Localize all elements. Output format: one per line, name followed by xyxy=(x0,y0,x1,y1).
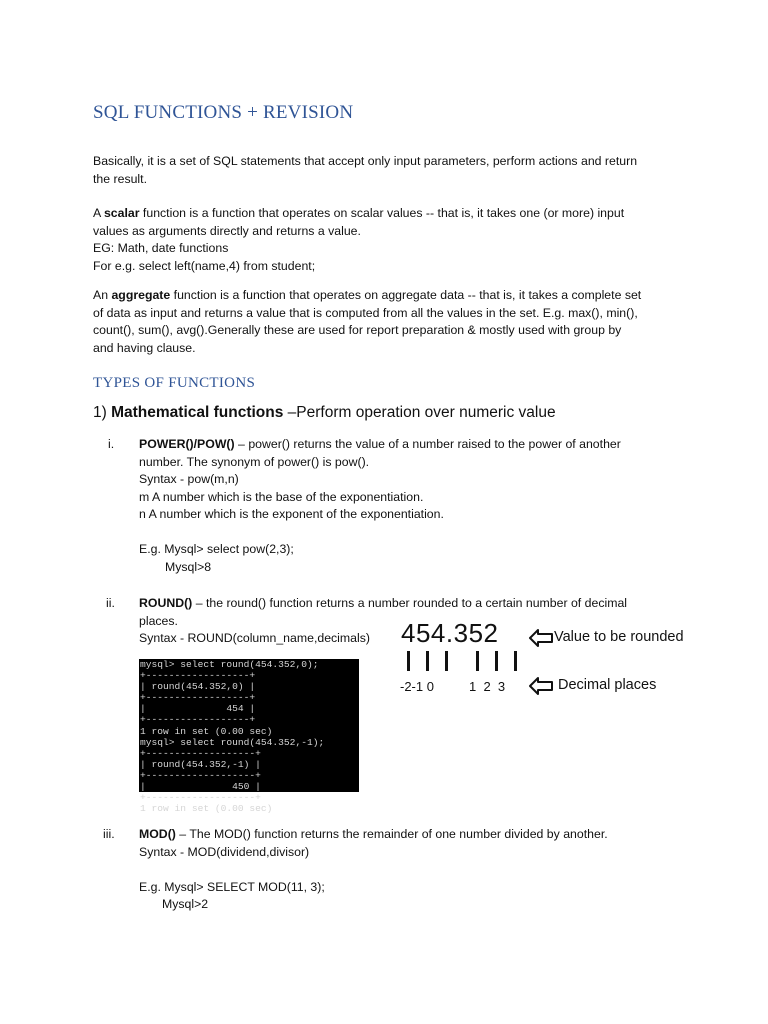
terminal-line: +-------------------+ xyxy=(140,769,261,781)
round-diagram xyxy=(400,618,730,700)
aggregate-line-2: of data as input and returns a value that is computed from all the values in the set. E.g. max(), min(), xyxy=(93,305,638,320)
mysql-terminal-screenshot xyxy=(139,659,359,815)
tick-mark xyxy=(476,651,479,671)
negative-decimal-positions: -2-1 0 xyxy=(400,679,434,694)
terminal-line: | 454 | xyxy=(140,703,256,715)
decimal-places-label: Decimal places xyxy=(558,677,657,693)
power-line-1: POWER()/POW() – power() returns the value of a number raised to the power of another xyxy=(139,437,621,451)
arrow-left-icon xyxy=(528,628,554,648)
aggregate-line-4: and having clause. xyxy=(93,340,196,355)
aggregate-line-1: An aggregate function is a function that operates on aggregate data -- that is, it takes a complete set xyxy=(93,288,642,302)
power-param-m: m A number which is the base of the exponentiation. xyxy=(139,489,424,504)
tick-mark xyxy=(407,651,410,671)
tick-mark xyxy=(514,651,517,671)
value-to-be-rounded-label: Value to be rounded xyxy=(554,629,684,645)
item-numeral: i. xyxy=(108,437,115,451)
round-example-number: 454.352 xyxy=(401,618,499,648)
terminal-line: | round(454.352,-1) | xyxy=(140,758,261,770)
scalar-line-1: A scalar function is a function that operates on scalar values -- that is, it takes one (or more) input xyxy=(93,206,625,220)
scalar-line-4: For e.g. select left(name,4) from student; xyxy=(93,258,316,273)
power-function-item xyxy=(139,436,621,576)
mod-example: E.g. Mysql> SELECT MOD(11, 3); xyxy=(139,879,325,894)
types-heading: TYPES OF FUNCTIONS xyxy=(93,375,256,391)
intro-line: the result. xyxy=(93,171,147,186)
terminal-line: mysql> select round(454.352,-1); xyxy=(140,736,325,748)
round-syntax: Syntax - ROUND(column_name,decimals) xyxy=(139,631,370,645)
tick-mark xyxy=(445,651,448,671)
round-line-1: ROUND() – the round() function returns a number rounded to a certain number of decimal xyxy=(139,596,628,610)
scalar-line-3: EG: Math, date functions xyxy=(93,241,229,255)
aggregate-line-3: count(), sum(), avg().Generally these are used for report preparation & mostly used with group by xyxy=(93,323,622,337)
terminal-line: +------------------+ xyxy=(140,714,256,726)
mod-syntax: Syntax - MOD(dividend,divisor) xyxy=(139,844,310,859)
power-line-2: number. The synonym of power() is pow(). xyxy=(139,454,370,469)
power-example-result: Mysql>8 xyxy=(165,559,212,574)
scalar-paragraph xyxy=(93,205,683,275)
mod-example-result: Mysql>2 xyxy=(162,897,209,911)
terminal-line: 1 row in set (0.00 sec) xyxy=(140,803,273,815)
terminal-line: +------------------+ xyxy=(140,692,256,704)
tick-mark xyxy=(495,651,498,671)
tick-mark xyxy=(426,651,429,671)
scalar-term: scalar xyxy=(103,206,140,220)
terminal-line: | round(454.352,0) | xyxy=(140,681,256,693)
aggregate-term: aggregate xyxy=(111,288,171,302)
positive-decimal-positions: 1 2 3 xyxy=(469,679,506,694)
page-title: SQL FUNCTIONS + REVISION xyxy=(93,102,354,123)
terminal-line: +-------------------+ xyxy=(140,747,261,759)
intro-line: Basically, it is a set of SQL statements that accept only input parameters, perform actions and return xyxy=(93,154,638,168)
round-line-2: places. xyxy=(139,613,178,628)
scalar-line-2: values as arguments directly and returns a value. xyxy=(93,223,361,238)
power-example: E.g. Mysql> select pow(2,3); xyxy=(139,542,294,556)
terminal-line: +------------------+ xyxy=(140,670,256,682)
mod-function-item xyxy=(139,826,608,914)
power-syntax: Syntax - pow(m,n) xyxy=(139,472,239,486)
terminal-line: | 450 | xyxy=(140,781,261,793)
item-numeral: iii. xyxy=(103,827,115,841)
terminal-line: +-------------------+ xyxy=(140,792,261,804)
mod-line-1: MOD() – The MOD() function returns the remainder of one number divided by another. xyxy=(139,827,608,841)
power-param-n: n A number which is the exponent of the exponentiation. xyxy=(139,507,444,521)
terminal-line: mysql> select round(454.352,0); xyxy=(140,659,319,670)
terminal-line: 1 row in set (0.00 sec) xyxy=(140,725,273,737)
item-numeral: ii. xyxy=(106,596,115,610)
aggregate-paragraph xyxy=(93,287,683,357)
intro-paragraph xyxy=(93,153,683,188)
arrow-left-icon xyxy=(528,676,554,696)
math-functions-heading: 1) Mathematical functions –Perform operation over numeric value xyxy=(93,404,556,421)
